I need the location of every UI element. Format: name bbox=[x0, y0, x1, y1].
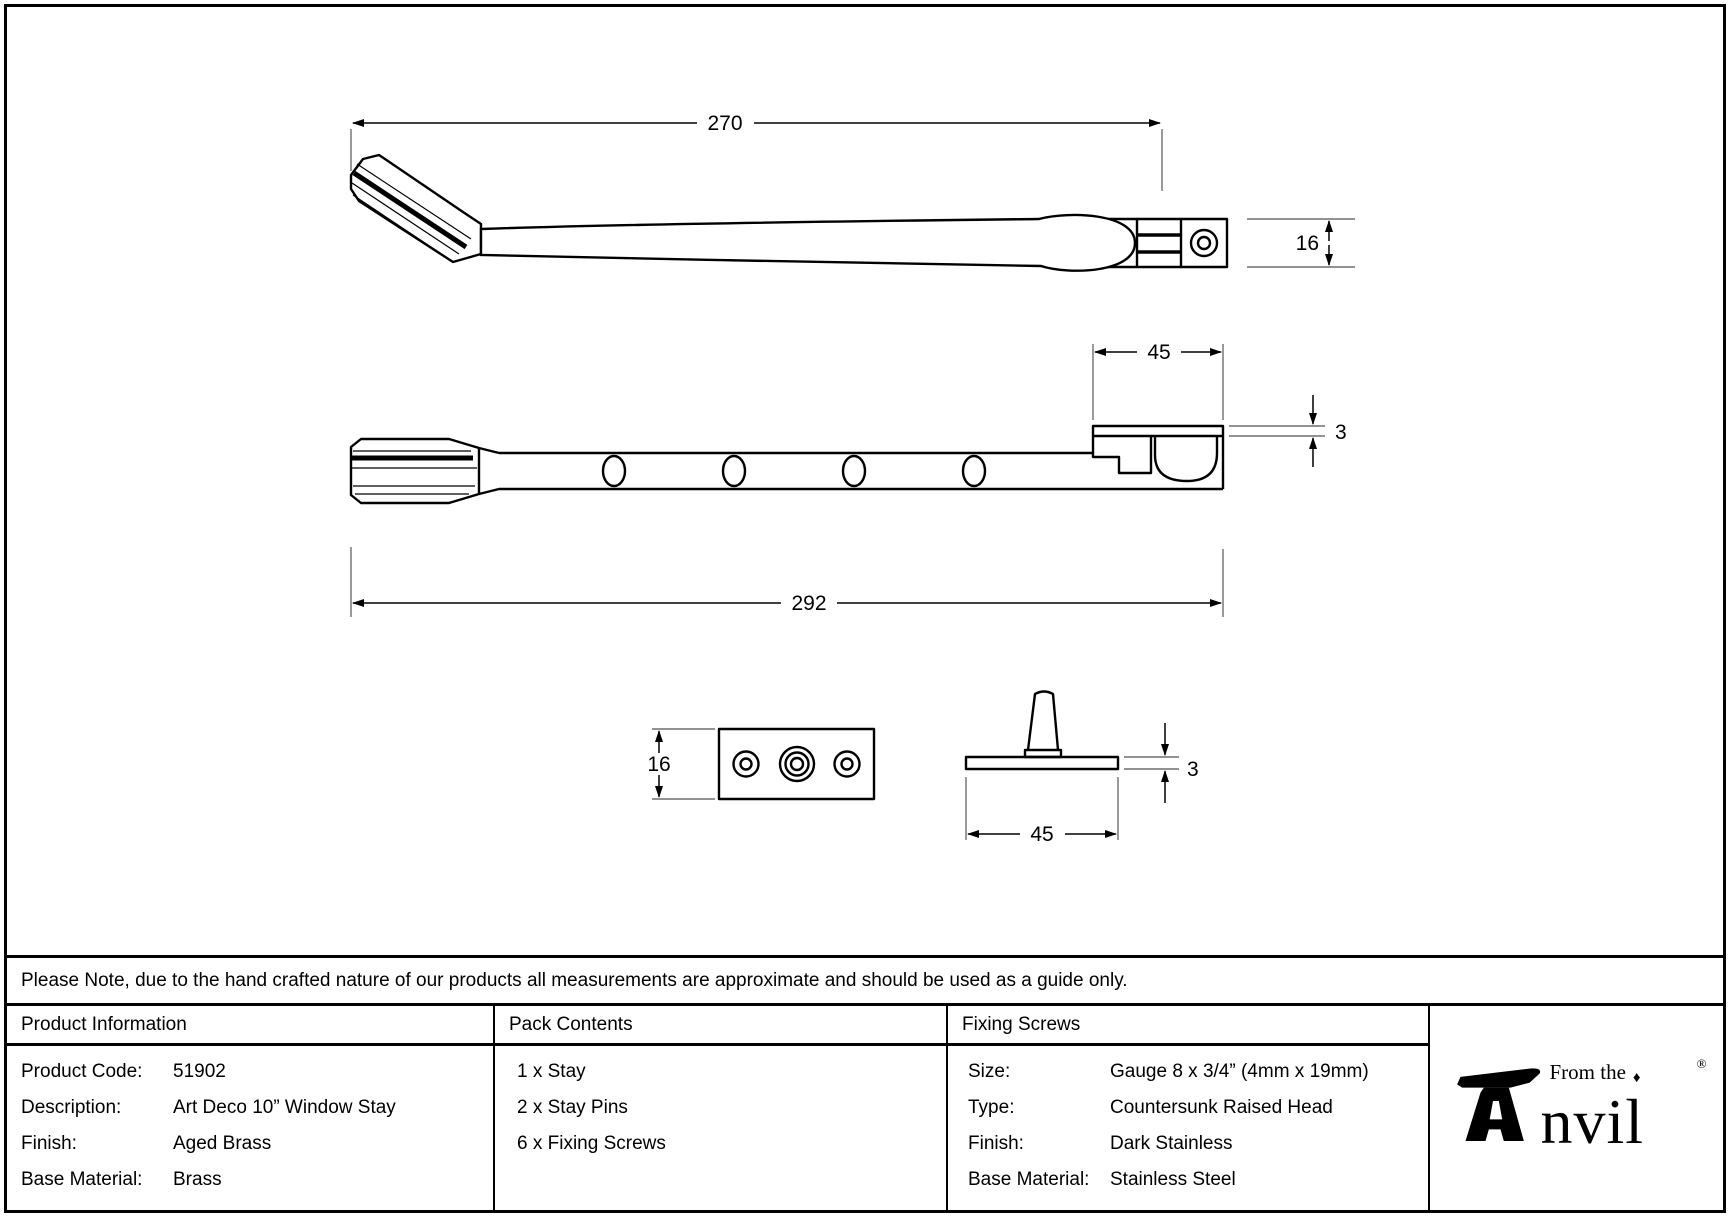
row-screw-base-material: Base Material: Stainless Steel bbox=[968, 1169, 1236, 1190]
row-finish: Finish: Aged Brass bbox=[21, 1133, 272, 1154]
bracket-hook bbox=[1155, 436, 1217, 481]
header-fixing-screws: Fixing Screws bbox=[948, 1006, 1430, 1046]
technical-drawing-svg bbox=[7, 7, 1723, 955]
bar-hole bbox=[843, 456, 865, 486]
dim-keeper-height-16: 16 bbox=[647, 753, 671, 776]
spec-sheet-page bbox=[4, 4, 1726, 1213]
keeper-screw-hole bbox=[734, 752, 759, 777]
measurement-note-text: Please Note, due to the hand crafted nature of our products all measurements are approximate and should be used as a guide only. bbox=[21, 969, 1128, 991]
dim-overall-length-292: 292 bbox=[791, 592, 827, 615]
technical-drawing-area bbox=[7, 7, 1723, 955]
stay-arm bbox=[481, 215, 1135, 271]
pack-item: 1 x Stay bbox=[517, 1061, 586, 1082]
from-the-anvil-logo bbox=[1451, 1056, 1707, 1157]
diamond-icon: ♦ bbox=[1632, 1070, 1641, 1086]
dim-bracket-width-45: 45 bbox=[1147, 341, 1171, 364]
product-info-table bbox=[7, 1003, 1723, 1210]
dim-end-height-16: 16 bbox=[1295, 232, 1319, 255]
cell-pack-contents bbox=[495, 1046, 948, 1210]
row-screw-finish: Finish: Dark Stainless bbox=[968, 1133, 1233, 1154]
registered-trademark-icon: ® bbox=[1696, 1056, 1707, 1071]
logo-prefix: From the ♦ bbox=[1549, 1060, 1641, 1086]
measurement-note-row bbox=[7, 955, 1723, 1003]
dim-pin-plate-thickness-3: 3 bbox=[1187, 758, 1199, 781]
row-product-code: Product Code: 51902 bbox=[21, 1061, 226, 1082]
stay-pin-drawing bbox=[966, 692, 1199, 847]
brand-logo-cell bbox=[1430, 1006, 1723, 1210]
bar-hole bbox=[963, 456, 985, 486]
logo-brand-text: nvil bbox=[1540, 1086, 1645, 1157]
pack-item: 6 x Fixing Screws bbox=[517, 1133, 666, 1154]
pin-base-plate bbox=[966, 757, 1118, 769]
pin-cone bbox=[1028, 692, 1058, 751]
bar-hole bbox=[603, 456, 625, 486]
pack-item: 2 x Stay Pins bbox=[517, 1097, 628, 1118]
cell-fixing-screws bbox=[948, 1046, 1430, 1210]
cell-product-information bbox=[7, 1046, 495, 1210]
dim-stay-length-270: 270 bbox=[707, 112, 743, 135]
keeper-screw-hole bbox=[835, 752, 860, 777]
keeper-plate-drawing bbox=[647, 729, 874, 799]
keeper-plate-outline bbox=[719, 729, 874, 799]
header-product-information: Product Information bbox=[7, 1006, 495, 1046]
header-pack-contents: Pack Contents bbox=[495, 1006, 948, 1046]
row-screw-type: Type: Countersunk Raised Head bbox=[968, 1097, 1333, 1118]
dim-plate-thickness-3: 3 bbox=[1335, 421, 1347, 444]
dim-pin-base-width-45: 45 bbox=[1030, 823, 1054, 846]
row-description: Description: Art Deco 10” Window Stay bbox=[21, 1097, 396, 1118]
row-base-material: Base Material: Brass bbox=[21, 1169, 222, 1190]
bar-hole bbox=[723, 456, 745, 486]
row-screw-size: Size: Gauge 8 x 3/4” (4mm x 19mm) bbox=[968, 1061, 1369, 1082]
bracket-plate bbox=[1093, 426, 1223, 436]
end-cap-screw-hole bbox=[1191, 230, 1217, 256]
stay-perspective-drawing bbox=[351, 112, 1355, 271]
stay-top-drawing bbox=[351, 341, 1347, 617]
anvil-icon bbox=[1451, 1066, 1545, 1146]
